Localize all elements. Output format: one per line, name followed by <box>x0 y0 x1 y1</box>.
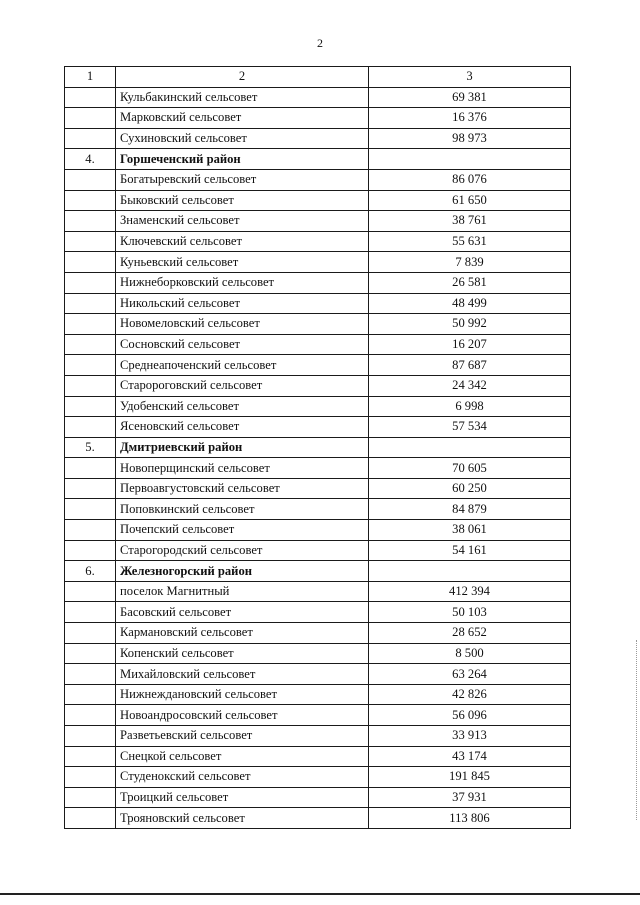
table-row <box>65 623 571 644</box>
settlement-name-cell: Нижнеждановский сельсовет <box>116 684 369 705</box>
table-row <box>65 417 571 438</box>
row-number-cell <box>65 108 116 129</box>
row-number-cell <box>65 252 116 273</box>
table-row <box>65 808 571 829</box>
row-number-cell <box>65 355 116 376</box>
row-number-cell <box>65 375 116 396</box>
settlement-name-cell: Марковский сельсовет <box>116 108 369 129</box>
row-number-cell <box>65 767 116 788</box>
settlement-name-cell: Трояновский сельсовет <box>116 808 369 829</box>
row-number-cell <box>65 684 116 705</box>
row-number-cell <box>65 787 116 808</box>
settlement-name-cell: Старороговский сельсовет <box>116 375 369 396</box>
table-row <box>65 726 571 747</box>
row-number-cell: 6. <box>65 561 116 582</box>
table-row <box>65 334 571 355</box>
table-row <box>65 169 571 190</box>
value-cell: 38 761 <box>369 211 571 232</box>
table-row <box>65 746 571 767</box>
row-number-cell <box>65 664 116 685</box>
column-header-number: 1 <box>65 67 116 88</box>
value-cell: 33 913 <box>369 726 571 747</box>
settlement-name-cell: Кульбакинский сельсовет <box>116 87 369 108</box>
table-row <box>65 190 571 211</box>
table-row <box>65 355 571 376</box>
table-row <box>65 540 571 561</box>
table-row <box>65 499 571 520</box>
settlement-name-cell: Студенокский сельсовет <box>116 767 369 788</box>
district-row <box>65 561 571 582</box>
table-header-row <box>65 67 571 88</box>
value-cell: 113 806 <box>369 808 571 829</box>
value-cell: 98 973 <box>369 128 571 149</box>
settlement-name-cell: Новоперщинский сельсовет <box>116 458 369 479</box>
value-cell: 16 376 <box>369 108 571 129</box>
value-cell: 61 650 <box>369 190 571 211</box>
settlement-name-cell: Поповкинский сельсовет <box>116 499 369 520</box>
table-row <box>65 664 571 685</box>
column-header-value: 3 <box>369 67 571 88</box>
table-row <box>65 787 571 808</box>
row-number-cell <box>65 602 116 623</box>
value-cell: 412 394 <box>369 581 571 602</box>
row-number-cell <box>65 417 116 438</box>
table-row <box>65 705 571 726</box>
settlement-name-cell: Сосновский сельсовет <box>116 334 369 355</box>
value-cell: 87 687 <box>369 355 571 376</box>
table-row <box>65 684 571 705</box>
value-cell <box>369 437 571 458</box>
table-row <box>65 767 571 788</box>
row-number-cell <box>65 623 116 644</box>
table-row <box>65 602 571 623</box>
column-header-name: 2 <box>116 67 369 88</box>
value-cell: 37 931 <box>369 787 571 808</box>
row-number-cell <box>65 458 116 479</box>
value-cell: 54 161 <box>369 540 571 561</box>
district-row <box>65 149 571 170</box>
settlement-name-cell: Никольский сельсовет <box>116 293 369 314</box>
value-cell: 60 250 <box>369 478 571 499</box>
row-number-cell <box>65 396 116 417</box>
value-cell: 7 839 <box>369 252 571 273</box>
settlement-name-cell: Ключевский сельсовет <box>116 231 369 252</box>
district-row <box>65 437 571 458</box>
value-cell <box>369 561 571 582</box>
scan-edge-mark <box>635 640 637 820</box>
settlement-name-cell: Михайловский сельсовет <box>116 664 369 685</box>
value-cell: 191 845 <box>369 767 571 788</box>
table-body <box>65 67 571 829</box>
row-number-cell <box>65 499 116 520</box>
table-row <box>65 396 571 417</box>
settlement-name-cell: Ясеновский сельсовет <box>116 417 369 438</box>
row-number-cell <box>65 581 116 602</box>
district-name-cell: Горшеченский район <box>116 149 369 170</box>
table-row <box>65 581 571 602</box>
row-number-cell <box>65 520 116 541</box>
settlement-name-cell: Первоавгустовский сельсовет <box>116 478 369 499</box>
table-row <box>65 375 571 396</box>
table-row <box>65 108 571 129</box>
value-cell: 43 174 <box>369 746 571 767</box>
settlement-name-cell: Куньевский сельсовет <box>116 252 369 273</box>
value-cell: 42 826 <box>369 684 571 705</box>
settlement-name-cell: Почепский сельсовет <box>116 520 369 541</box>
allocation-table <box>64 66 571 829</box>
value-cell: 70 605 <box>369 458 571 479</box>
value-cell: 38 061 <box>369 520 571 541</box>
page-number: 2 <box>317 36 323 50</box>
table-row <box>65 252 571 273</box>
district-name-cell: Железногорский район <box>116 561 369 582</box>
row-number-cell <box>65 314 116 335</box>
settlement-name-cell: Удобенский сельсовет <box>116 396 369 417</box>
district-name-cell: Дмитриевский район <box>116 437 369 458</box>
row-number-cell <box>65 746 116 767</box>
table-row <box>65 231 571 252</box>
settlement-name-cell: поселок Магнитный <box>116 581 369 602</box>
value-cell: 28 652 <box>369 623 571 644</box>
value-cell: 57 534 <box>369 417 571 438</box>
row-number-cell <box>65 190 116 211</box>
row-number-cell <box>65 540 116 561</box>
row-number-cell <box>65 334 116 355</box>
table-row <box>65 520 571 541</box>
settlement-name-cell: Троицкий сельсовет <box>116 787 369 808</box>
value-cell: 63 264 <box>369 664 571 685</box>
row-number-cell <box>65 128 116 149</box>
settlement-name-cell: Быковский сельсовет <box>116 190 369 211</box>
table-row <box>65 458 571 479</box>
value-cell: 56 096 <box>369 705 571 726</box>
settlement-name-cell: Старогородский сельсовет <box>116 540 369 561</box>
row-number-cell <box>65 87 116 108</box>
bottom-divider <box>0 893 640 895</box>
row-number-cell <box>65 211 116 232</box>
settlement-name-cell: Богатыревский сельсовет <box>116 169 369 190</box>
table-row <box>65 293 571 314</box>
row-number-cell <box>65 643 116 664</box>
table-row <box>65 478 571 499</box>
settlement-name-cell: Новоандросовский сельсовет <box>116 705 369 726</box>
settlement-name-cell: Басовский сельсовет <box>116 602 369 623</box>
settlement-name-cell: Нижнеборковский сельсовет <box>116 272 369 293</box>
settlement-name-cell: Знаменский сельсовет <box>116 211 369 232</box>
row-number-cell <box>65 293 116 314</box>
row-number-cell <box>65 272 116 293</box>
settlement-name-cell: Кармановский сельсовет <box>116 623 369 644</box>
value-cell: 86 076 <box>369 169 571 190</box>
value-cell: 26 581 <box>369 272 571 293</box>
value-cell: 69 381 <box>369 87 571 108</box>
value-cell: 48 499 <box>369 293 571 314</box>
value-cell: 55 631 <box>369 231 571 252</box>
value-cell: 6 998 <box>369 396 571 417</box>
table-row <box>65 87 571 108</box>
value-cell: 50 992 <box>369 314 571 335</box>
settlement-name-cell: Сухиновский сельсовет <box>116 128 369 149</box>
value-cell: 24 342 <box>369 375 571 396</box>
row-number-cell <box>65 705 116 726</box>
row-number-cell <box>65 726 116 747</box>
value-cell: 8 500 <box>369 643 571 664</box>
table-row <box>65 643 571 664</box>
table-row <box>65 128 571 149</box>
settlement-name-cell: Новомеловский сельсовет <box>116 314 369 335</box>
table-row <box>65 211 571 232</box>
table-row <box>65 314 571 335</box>
value-cell: 16 207 <box>369 334 571 355</box>
settlement-name-cell: Среднеапоченский сельсовет <box>116 355 369 376</box>
settlement-name-cell: Копенский сельсовет <box>116 643 369 664</box>
row-number-cell <box>65 808 116 829</box>
row-number-cell <box>65 231 116 252</box>
value-cell: 84 879 <box>369 499 571 520</box>
row-number-cell: 5. <box>65 437 116 458</box>
row-number-cell <box>65 478 116 499</box>
value-cell <box>369 149 571 170</box>
settlement-name-cell: Снецкой сельсовет <box>116 746 369 767</box>
value-cell: 50 103 <box>369 602 571 623</box>
table-row <box>65 272 571 293</box>
row-number-cell: 4. <box>65 149 116 170</box>
settlement-name-cell: Разветьевский сельсовет <box>116 726 369 747</box>
row-number-cell <box>65 169 116 190</box>
